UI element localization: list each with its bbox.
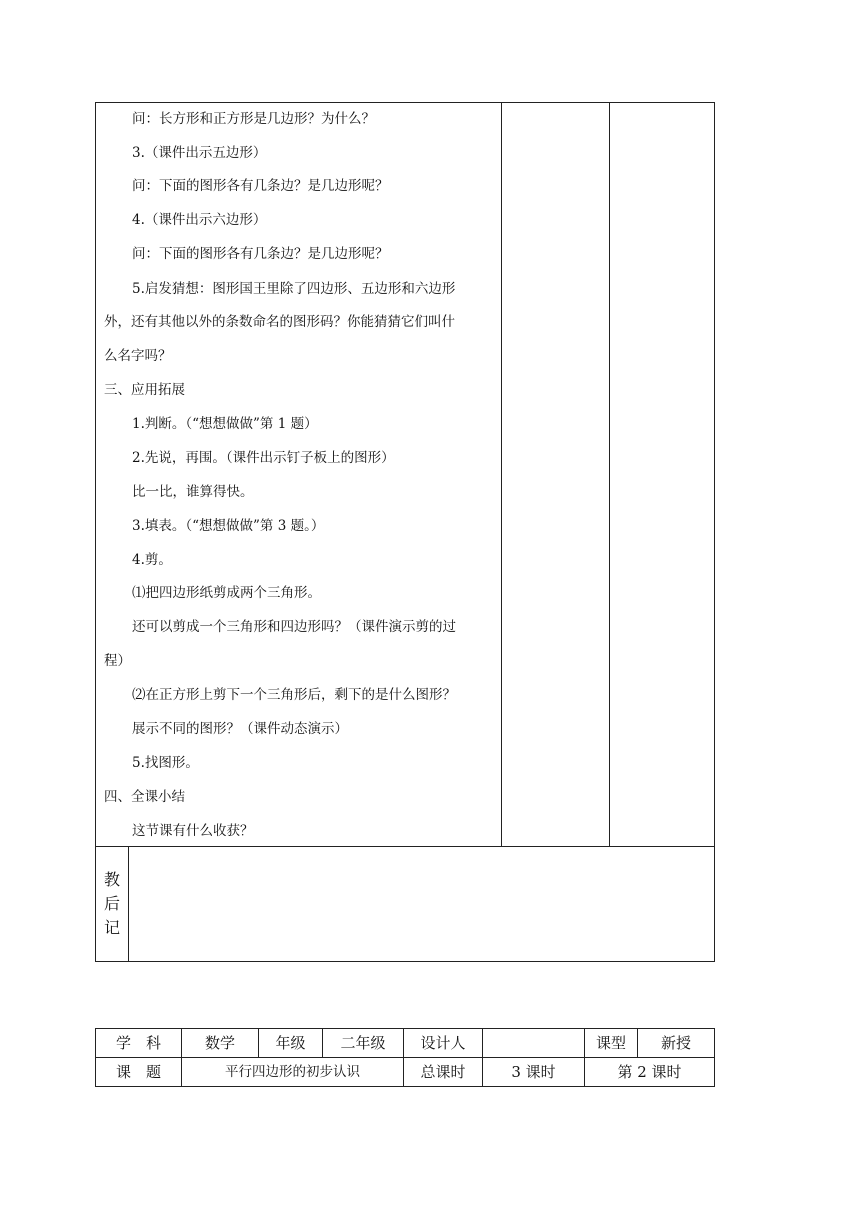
type-label: 课型 — [595, 1034, 626, 1052]
lesson-line: 外，还有其他以外的条数命名的图形码？你能猜猜它们叫什 — [104, 314, 455, 330]
lesson-line: ⑵在正方形上剪下一个三角形后，剩下的是什么图形？ — [132, 687, 456, 703]
lesson-line: 3.填表。（“想想做做”第 3 题。） — [132, 518, 325, 534]
lesson-line: 4.剪。 — [132, 552, 172, 568]
table-divider — [609, 102, 610, 847]
subject-label: 学 科 — [115, 1034, 161, 1052]
section-heading: 四、全课小结 — [104, 789, 185, 805]
total-periods-label: 总课时 — [420, 1063, 466, 1081]
lesson-line: 5.找图形。 — [132, 755, 199, 771]
period-number: 第 2 课时 — [617, 1063, 682, 1081]
lesson-line: 还可以剪成一个三角形和四边形吗？（课件演示剪的过 — [132, 619, 456, 635]
lesson-line: 问：下面的图形各有几条边？是几边形呢？ — [132, 178, 389, 194]
lesson-line: ⑴把四边形纸剪成两个三角形。 — [132, 585, 321, 601]
grade-value: 二年级 — [340, 1034, 386, 1052]
type-value: 新授 — [660, 1034, 691, 1052]
topic-label: 课 题 — [115, 1063, 161, 1081]
lesson-line: 3.（课件出示五边形） — [132, 145, 267, 161]
table-divider — [95, 846, 715, 847]
lesson-line: 展示不同的图形？（课件动态演示） — [132, 721, 348, 737]
lesson-line: 1.判断。（“想想做做”第 1 题） — [132, 416, 318, 432]
lesson-line: 程） — [104, 653, 131, 669]
lesson-line: 问：长方形和正方形是几边形？为什么？ — [132, 111, 375, 127]
section-heading: 三、应用拓展 — [104, 382, 185, 398]
lesson-line: 5.启发猜想：图形国王里除了四边形、五边形和六边形 — [132, 281, 456, 297]
total-periods-value: 3 课时 — [511, 1063, 556, 1081]
lesson-line: 么名字吗？ — [104, 348, 172, 364]
subject-value: 数学 — [204, 1034, 235, 1052]
lesson-line: 问：下面的图形各有几条边？是几边形呢？ — [132, 246, 389, 262]
lesson-line: 比一比，谁算得快。 — [132, 484, 254, 500]
lesson-line: 2.先说，再围。（课件出示钉子板上的图形） — [132, 450, 395, 466]
grade-label: 年级 — [275, 1034, 306, 1052]
designer-label: 设计人 — [420, 1034, 466, 1052]
postscript-label: 教 后 记 — [103, 870, 120, 937]
lesson-line: 4.（课件出示六边形） — [132, 212, 267, 228]
lesson-line: 这节课有什么收获？ — [132, 823, 254, 839]
table-divider — [95, 1057, 715, 1058]
topic-value: 平行四边形的初步认识 — [225, 1064, 360, 1080]
